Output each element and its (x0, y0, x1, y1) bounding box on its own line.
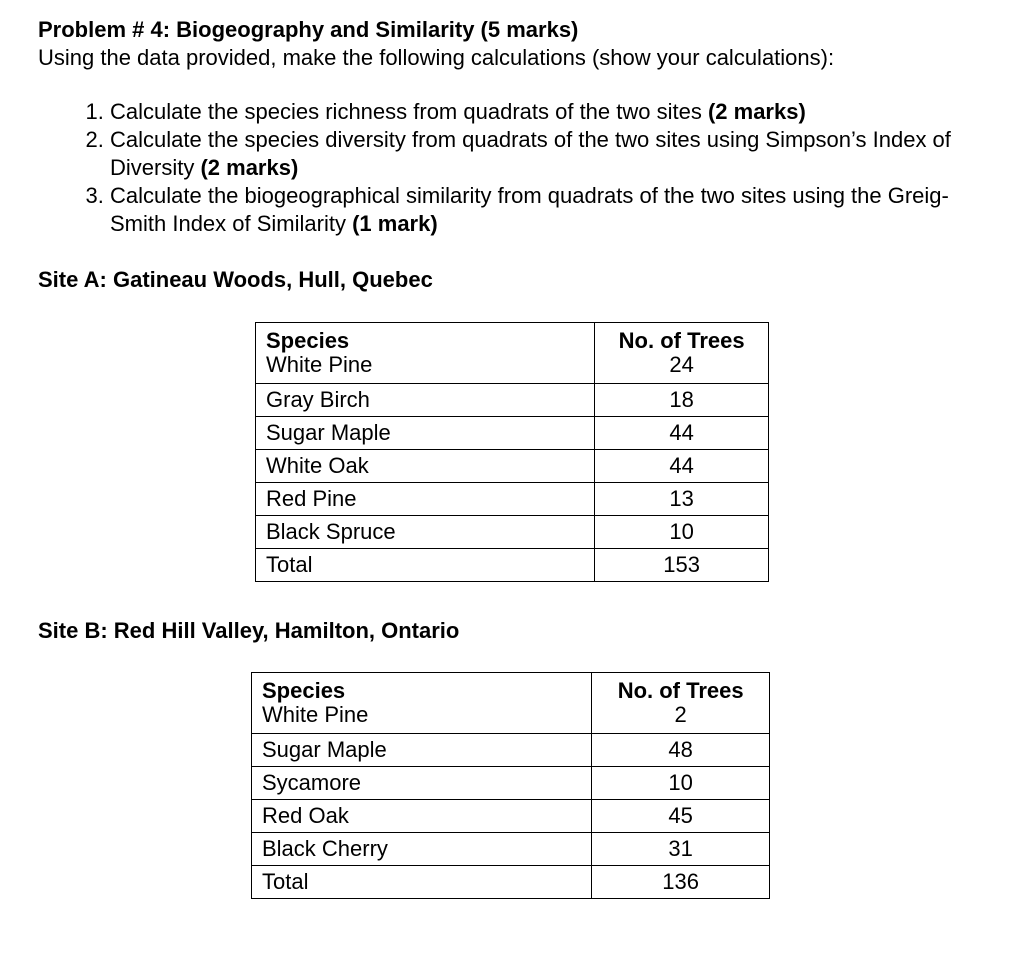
task-marks: (2 marks) (707, 99, 806, 124)
total-label: Total (256, 549, 595, 582)
species-cell: White Oak (256, 450, 595, 483)
species-cell: Gray Birch (256, 384, 595, 417)
table-row (252, 833, 770, 866)
species-cell: Sycamore (252, 767, 592, 800)
species-cell: Sugar Maple (256, 417, 595, 450)
task-marks: (2 marks) (200, 155, 299, 180)
species-cell: Red Pine (256, 483, 595, 516)
count-cell: 24 (595, 353, 769, 384)
species-column-header: Species (252, 673, 592, 704)
species-cell: White Pine (256, 353, 595, 384)
count-cell: 48 (592, 734, 770, 767)
table-row (256, 483, 769, 516)
count-cell: 45 (592, 800, 770, 833)
species-cell: Black Cherry (252, 833, 592, 866)
site-b-heading: Site B: Red Hill Valley, Hamilton, Ontario (38, 618, 460, 643)
problem-title: Problem # 4: Biogeography and Similarity (5 marks) (38, 17, 579, 42)
count-cell: 10 (595, 516, 769, 549)
count-cell: 44 (595, 417, 769, 450)
task-list (38, 98, 998, 238)
total-label: Total (252, 866, 592, 899)
count-cell: 44 (595, 450, 769, 483)
site-a-table (255, 322, 769, 582)
total-value: 136 (592, 866, 770, 899)
table-row (256, 516, 769, 549)
task-item (110, 182, 998, 238)
task-text: Calculate the species richness from quadrats of the two sites (110, 99, 708, 124)
count-cell: 2 (592, 703, 770, 734)
site-b-table (251, 672, 770, 899)
problem-document (38, 16, 998, 238)
site-a-heading: Site A: Gatineau Woods, Hull, Quebec (38, 267, 433, 292)
species-cell: White Pine (252, 703, 592, 734)
table-row (252, 703, 770, 734)
count-column-header: No. of Trees (595, 323, 769, 354)
species-column-header: Species (256, 323, 595, 354)
table-row (256, 450, 769, 483)
task-marks: (1 mark) (352, 211, 438, 236)
species-cell: Red Oak (252, 800, 592, 833)
count-column-header: No. of Trees (592, 673, 770, 704)
count-cell: 13 (595, 483, 769, 516)
task-text: Calculate the species diversity from quadrats of the two sites using Simpson’s Index of Diversity (110, 127, 951, 180)
table-row (256, 353, 769, 384)
table-row (252, 734, 770, 767)
table-row (256, 417, 769, 450)
task-item (110, 98, 998, 126)
problem-intro: Using the data provided, make the following calculations (show your calculations): (38, 45, 835, 70)
task-item (110, 126, 998, 182)
table-total-row (252, 866, 770, 899)
table-row (252, 767, 770, 800)
species-cell: Sugar Maple (252, 734, 592, 767)
table-row (252, 800, 770, 833)
table-header-row (256, 323, 769, 354)
table-header-row (252, 673, 770, 704)
count-cell: 18 (595, 384, 769, 417)
species-cell: Black Spruce (256, 516, 595, 549)
table-total-row (256, 549, 769, 582)
count-cell: 31 (592, 833, 770, 866)
table-row (256, 384, 769, 417)
task-text: Calculate the biogeographical similarity from quadrats of the two sites using the Greig-Smith Index of Similarity (110, 183, 949, 236)
count-cell: 10 (592, 767, 770, 800)
total-value: 153 (595, 549, 769, 582)
